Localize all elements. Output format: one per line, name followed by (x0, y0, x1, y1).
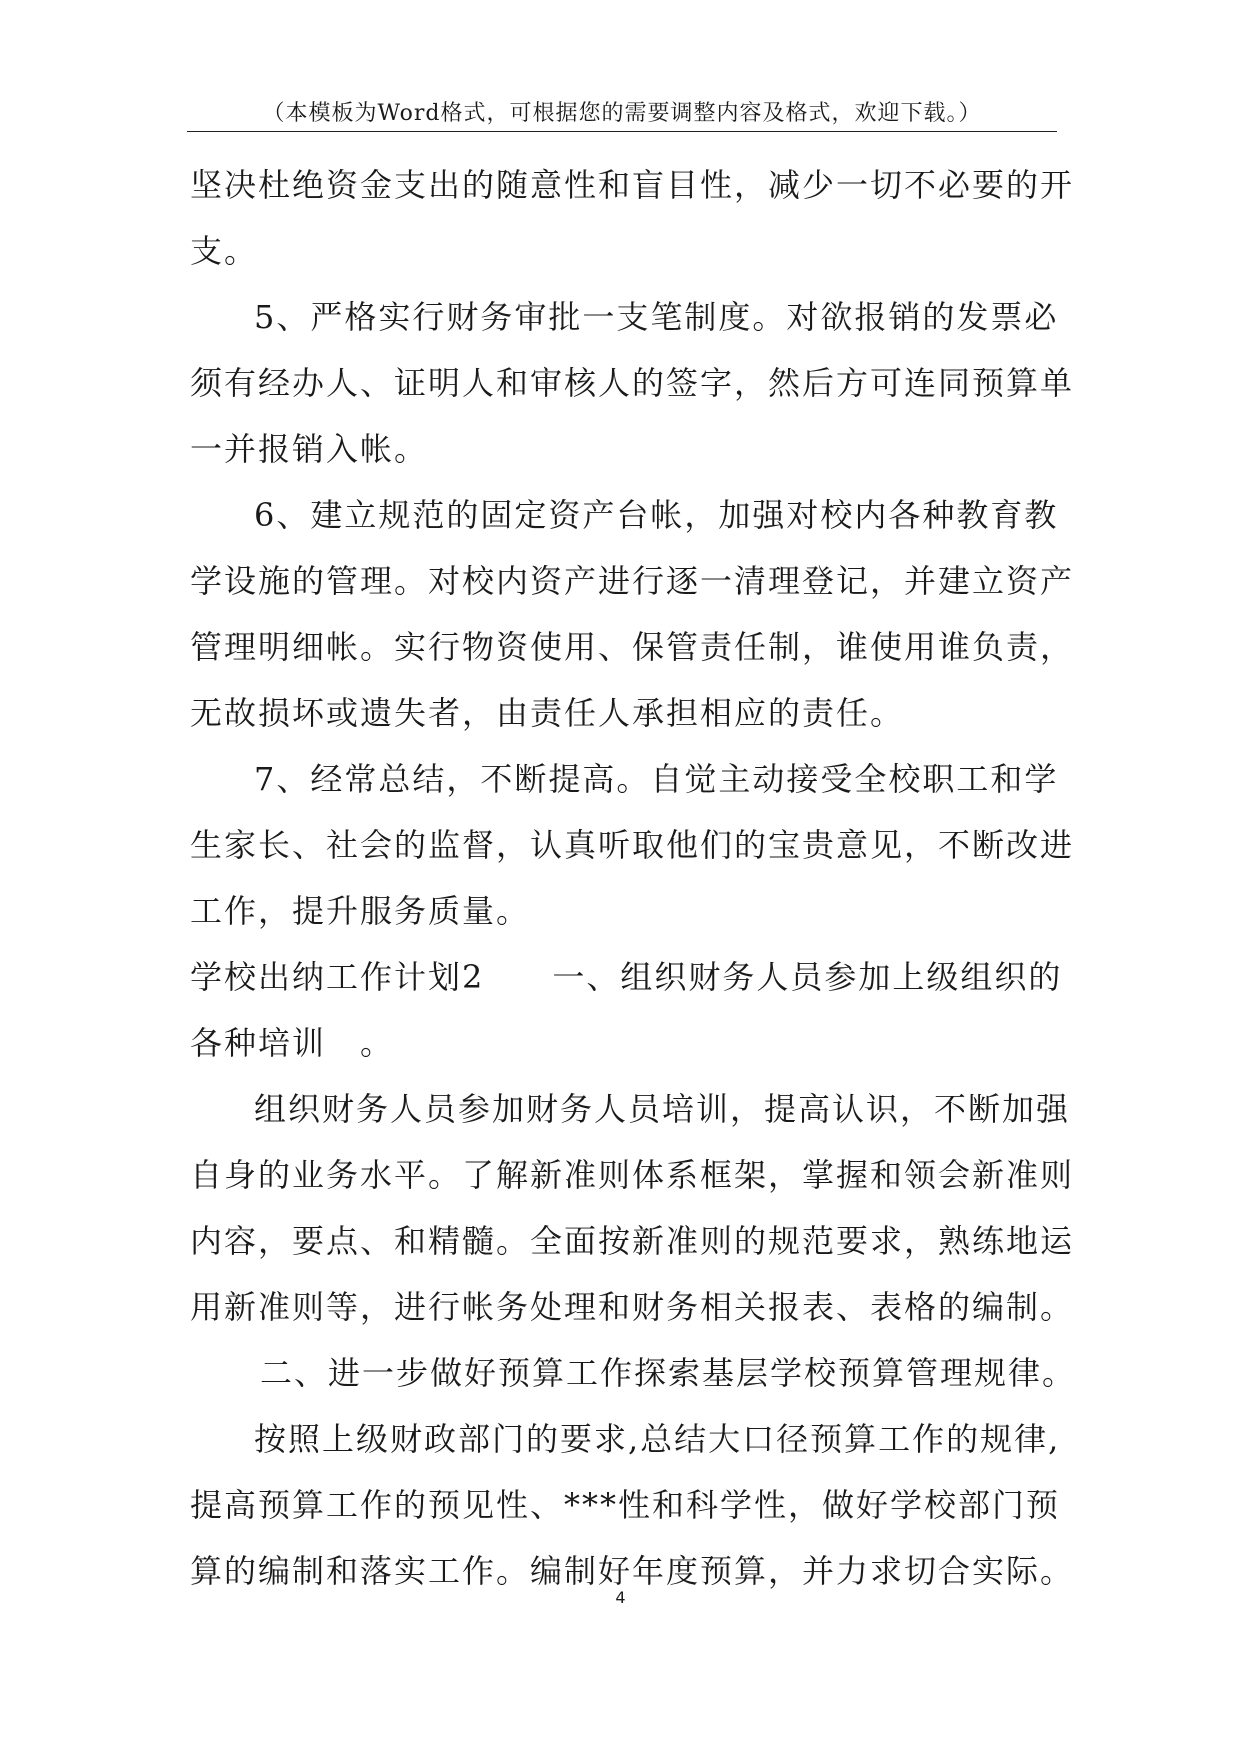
text-line: 学校出纳工作计划2 一、组织财务人员参加上级组织的 (190, 958, 1063, 996)
text-line: 7、经常总结，不断提高。自觉主动接受全校职工和学 (254, 760, 1059, 798)
paragraph-training (190, 1076, 1075, 1340)
paragraph-budget (190, 1406, 1075, 1604)
text-line: 无故损坏或遗失者，由责任人承担相应的责任。 (190, 694, 905, 732)
text-line: 一并报销入帐。 (190, 430, 429, 468)
text-line: 工作，提升服务质量。 (190, 892, 531, 930)
paragraph-item-7 (190, 746, 1075, 944)
text-line: 提高预算工作的预见性、***性和科学性，做好学校部门预 (190, 1486, 1061, 1524)
text-line: 内容，要点、和精髓。全面按新准则的规范要求，熟练地运 (190, 1222, 1075, 1260)
document-body (190, 152, 1077, 1604)
text-line: 组织财务人员参加财务人员培训，提高认识，不断加强 (254, 1090, 1071, 1128)
text-line: 坚决杜绝资金支出的随意性和盲目性，减少一切不必要的开 (190, 166, 1075, 204)
text-line: 算的编制和落实工作。编制好年度预算，并力求切合实际。 (190, 1552, 1075, 1590)
text-line: 自身的业务水平。了解新准则体系框架，掌握和领会新准则 (190, 1156, 1075, 1194)
paragraph-plan-2-heading (190, 944, 1070, 1076)
text-line: 按照上级财政部门的要求,总结大口径预算工作的规律, (254, 1420, 1061, 1458)
text-line: 须有经办人、证明人和审核人的签字，然后方可连同预算单 (190, 364, 1075, 402)
text-line: 管理明细帐。实行物资使用、保管责任制，谁使用谁负责， (190, 628, 1075, 666)
text-line: 各种培训 。 (190, 1024, 395, 1062)
page-number: 4 (615, 1588, 626, 1607)
text-line: 学设施的管理。对校内资产进行逐一清理登记，并建立资产 (190, 562, 1075, 600)
paragraph-item-6 (190, 482, 1075, 746)
text-line: 二、进一步做好预算工作探索基层学校预算管理规律。 (260, 1354, 1077, 1392)
text-line: 用新准则等，进行帐务处理和财务相关报表、表格的编制。 (190, 1288, 1075, 1326)
text-line: 生家长、社会的监督，认真听取他们的宝贵意见，不断改进 (190, 826, 1075, 864)
header-divider (187, 131, 1057, 132)
paragraph-item-5 (190, 284, 1075, 482)
text-line: 6、建立规范的固定资产台帐，加强对校内各种教育教 (254, 496, 1059, 534)
text-line: 支。 (190, 232, 259, 270)
template-header-note: （本模板为Word格式，可根据您的需要调整内容及格式，欢迎下载。） (262, 101, 982, 126)
text-line: 5、严格实行财务审批一支笔制度。对欲报销的发票必 (254, 298, 1059, 336)
paragraph-expense-control (190, 152, 1075, 284)
paragraph-section-2-heading (190, 1340, 1077, 1406)
